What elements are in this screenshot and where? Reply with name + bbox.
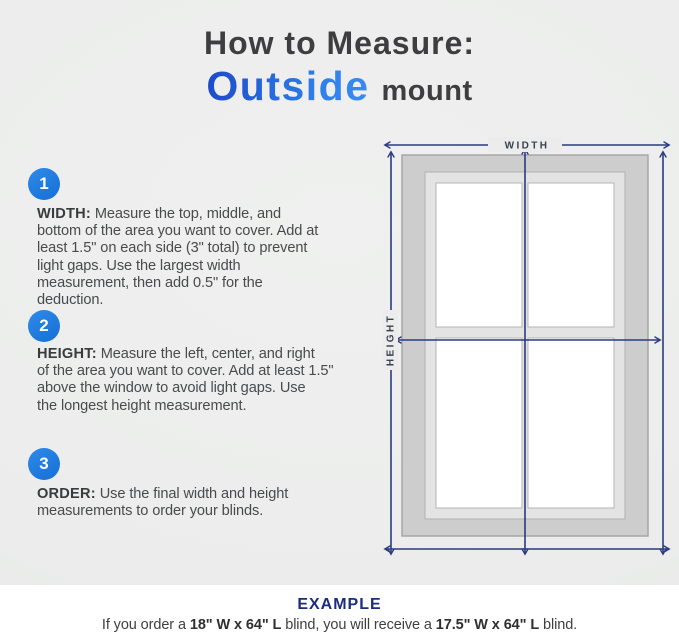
window-measure-diagram	[378, 133, 676, 565]
step-1-line: measurement, then add 0.5" for the	[37, 274, 263, 291]
step-2-line: the longest height measurement.	[37, 397, 247, 414]
step-3-lead: ORDER:	[37, 486, 96, 502]
step-1-badge: 1	[28, 168, 60, 200]
example-suffix: blind.	[539, 617, 578, 633]
window-pane-upper-left	[436, 183, 522, 327]
step-1-line: light gaps. Use the largest width	[37, 257, 241, 274]
step-1-line: deduction.	[37, 292, 104, 309]
page-title	[0, 24, 679, 119]
example-received-size: 17.5" W x 64" L	[435, 617, 540, 633]
step-3-line1-rest: Use the final width and height	[95, 486, 289, 502]
window-pane-lower-left	[436, 338, 522, 508]
step-1-text	[37, 206, 318, 309]
step-3-badge: 3	[28, 448, 60, 480]
step-2-badge: 2	[28, 310, 60, 342]
step-2-lead: HEIGHT:	[37, 346, 97, 362]
step-1-line1-rest: Measure the top, middle, and	[90, 206, 282, 222]
step-3-text	[37, 486, 288, 520]
step-1-line	[37, 206, 318, 223]
step-1-lead: WIDTH:	[37, 206, 91, 222]
example-footer	[0, 585, 679, 644]
title-suffix: mount	[381, 75, 473, 107]
step-2-line1-rest: Measure the left, center, and right	[96, 346, 315, 362]
window-pane-lower-right	[528, 338, 614, 508]
example-ordered-size: 18" W x 64" L	[189, 617, 282, 633]
example-text	[0, 617, 679, 633]
step-2-line	[37, 346, 334, 363]
title-highlight: Outside	[206, 63, 370, 109]
window-pane-upper-right	[528, 183, 614, 327]
height-label: HEIGHT	[385, 313, 397, 367]
example-heading: EXAMPLE	[297, 596, 382, 613]
example-middle: blind, you will receive a	[281, 617, 436, 633]
title-line2	[0, 63, 679, 119]
step-2-text	[37, 346, 334, 415]
step-3-line	[37, 486, 288, 503]
step-2-line: of the area you want to cover. Add at least 1.5"	[37, 363, 334, 380]
step-1-line: bottom of the area you want to cover. Add at	[37, 223, 319, 240]
title-line1: How to Measure:	[203, 25, 476, 61]
example-prefix: If you order a	[101, 617, 190, 633]
step-2-line: above the window to avoid light gaps. Use	[37, 380, 306, 397]
step-1-line: least 1.5" on each side (3" total) to prevent	[37, 240, 308, 257]
step-3-line: measurements to order your blinds.	[37, 503, 264, 520]
width-label: WIDTH	[504, 140, 550, 152]
